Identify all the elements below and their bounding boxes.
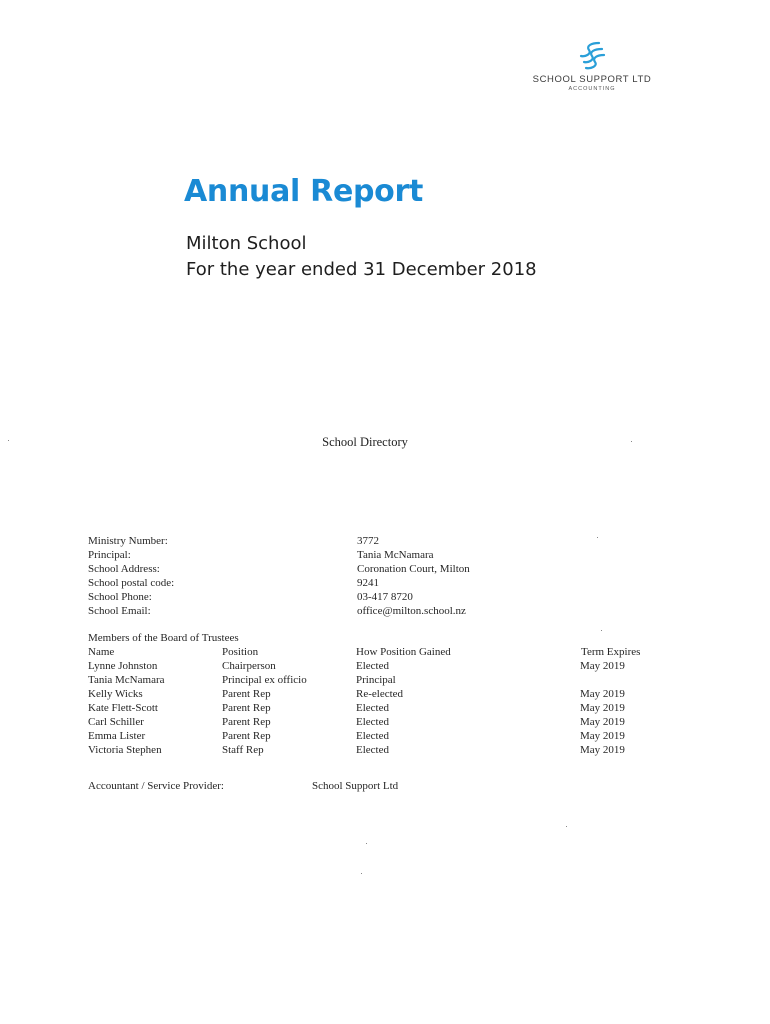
column-header-position: Position — [222, 646, 259, 658]
school-support-logo-icon — [577, 40, 607, 72]
accountant-row — [88, 779, 588, 793]
directory-row-school-address — [88, 562, 588, 576]
scan-speck — [361, 873, 362, 874]
directory-label: School Email: — [88, 605, 151, 617]
member-name: Lynne Johnston — [88, 660, 158, 672]
member-term-expires: May 2019 — [580, 716, 625, 728]
member-name: Tania McNamara — [88, 674, 165, 686]
directory-row-school-email — [88, 604, 588, 618]
logo-company-name: SCHOOL SUPPORT LTD — [532, 74, 652, 85]
member-how-gained: Elected — [356, 744, 389, 756]
company-logo — [527, 40, 657, 93]
directory-label: School Address: — [88, 563, 160, 575]
column-header-how-gained: How Position Gained — [356, 646, 451, 658]
scan-speck — [601, 630, 602, 631]
directory-value: 9241 — [357, 577, 379, 589]
directory-value: 03-417 8720 — [357, 591, 413, 603]
directory-value: office@milton.school.nz — [357, 605, 466, 617]
report-period: For the year ended 31 December 2018 — [186, 259, 537, 280]
directory-label: School postal code: — [88, 577, 175, 589]
scan-speck — [566, 826, 567, 827]
directory-value: Coronation Court, Milton — [357, 563, 470, 575]
member-term-expires: May 2019 — [580, 730, 625, 742]
accountant-label: Accountant / Service Provider: — [88, 780, 224, 792]
member-name: Kelly Wicks — [88, 688, 143, 700]
scan-speck — [8, 440, 9, 441]
directory-list — [88, 534, 588, 618]
scan-speck — [631, 441, 632, 442]
scan-speck — [366, 843, 367, 844]
board-member-row — [88, 687, 668, 701]
member-term-expires: May 2019 — [580, 660, 625, 672]
member-position: Parent Rep — [222, 730, 271, 742]
board-member-row — [88, 715, 668, 729]
scan-speck — [597, 537, 598, 538]
member-position: Parent Rep — [222, 702, 271, 714]
column-header-term-expires: Term Expires — [581, 646, 641, 658]
member-position: Parent Rep — [222, 688, 271, 700]
member-how-gained: Elected — [356, 716, 389, 728]
directory-row-principal — [88, 548, 588, 562]
member-position: Staff Rep — [222, 744, 264, 756]
logo-subtitle: ACCOUNTING — [568, 86, 616, 92]
member-how-gained: Re-elected — [356, 688, 404, 700]
member-how-gained: Elected — [356, 730, 389, 742]
member-how-gained: Elected — [356, 660, 389, 672]
report-title: Annual Report — [184, 174, 424, 209]
directory-row-postal-code — [88, 576, 588, 590]
member-term-expires: May 2019 — [580, 702, 625, 714]
member-name: Victoria Stephen — [88, 744, 162, 756]
board-member-row — [88, 659, 668, 673]
directory-value: Tania McNamara — [357, 549, 434, 561]
member-position: Principal ex officio — [222, 674, 307, 686]
directory-label: Ministry Number: — [88, 535, 168, 547]
directory-label: School Phone: — [88, 591, 152, 603]
member-how-gained: Principal — [356, 674, 396, 686]
directory-row-school-phone — [88, 590, 588, 604]
board-table — [88, 645, 668, 757]
column-header-name: Name — [88, 646, 115, 658]
board-header-row — [88, 645, 668, 659]
directory-label: Principal: — [88, 549, 131, 561]
board-member-row — [88, 729, 668, 743]
directory-heading: School Directory — [322, 435, 408, 449]
directory-value: 3772 — [357, 535, 379, 547]
board-heading: Members of the Board of Trustees — [88, 632, 239, 644]
board-member-row — [88, 673, 668, 687]
directory-row-ministry-number — [88, 534, 588, 548]
member-term-expires: May 2019 — [580, 688, 625, 700]
board-member-row — [88, 701, 668, 715]
member-name: Kate Flett-Scott — [88, 702, 158, 714]
accountant-value: School Support Ltd — [312, 780, 399, 792]
board-member-row — [88, 743, 668, 757]
member-position: Chairperson — [222, 660, 276, 672]
member-name: Carl Schiller — [88, 716, 144, 728]
member-position: Parent Rep — [222, 716, 271, 728]
member-name: Emma Lister — [88, 730, 146, 742]
member-how-gained: Elected — [356, 702, 389, 714]
member-term-expires: May 2019 — [580, 744, 625, 756]
school-name: Milton School — [186, 233, 307, 254]
